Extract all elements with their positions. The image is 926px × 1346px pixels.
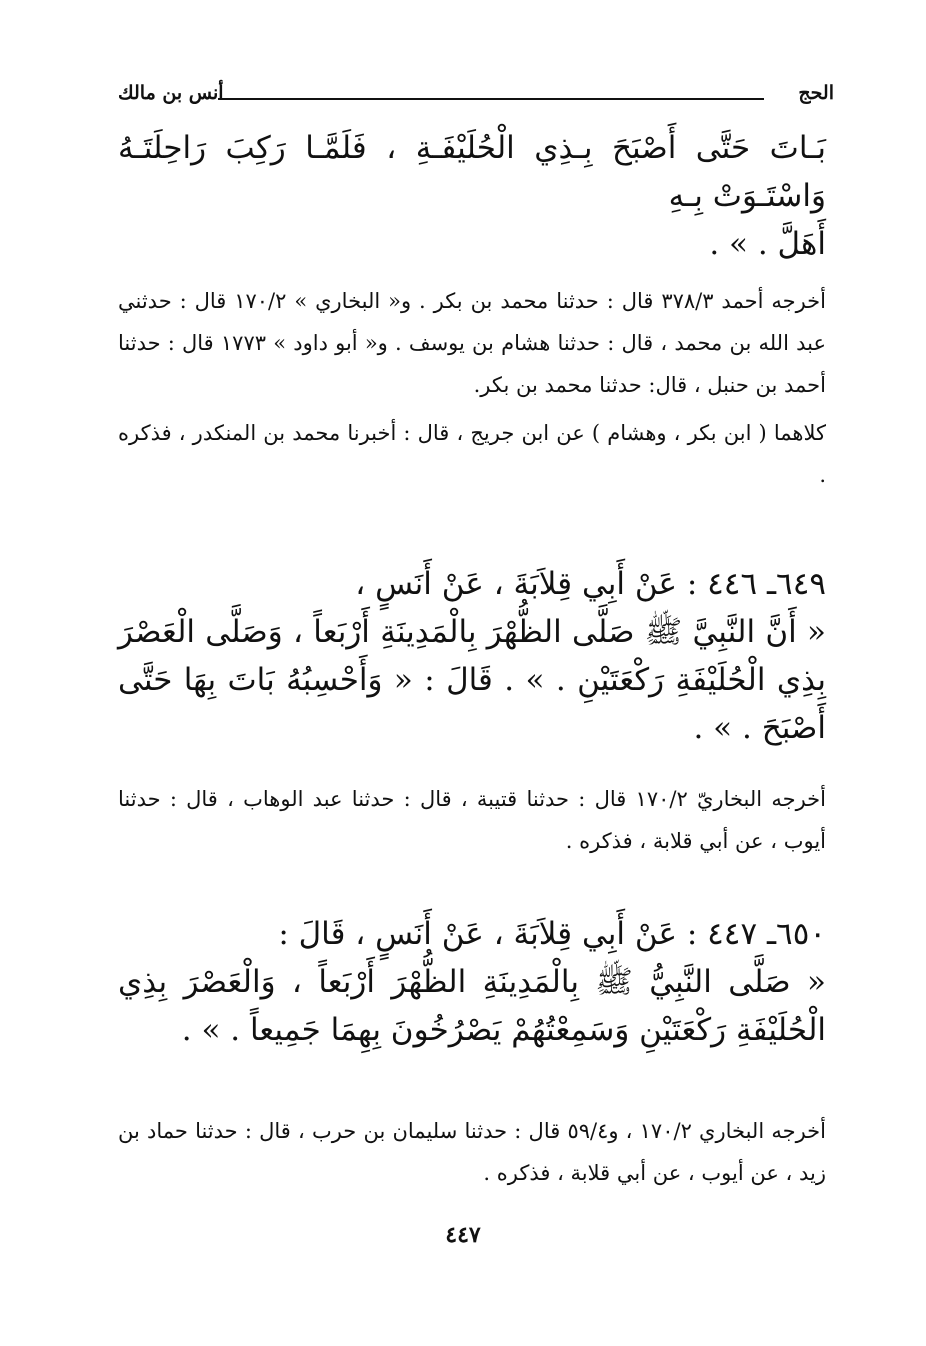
matn-line: أَهَلَّ . » . (709, 226, 826, 262)
takhrij-block (118, 280, 826, 496)
header-chapter: الحج (798, 82, 834, 104)
hadith-text: « أَنَّ النَّبِيَّ ﷺ صَلَّى الظُّهْرَ بِالْمَدِينَةِ أَرْبَعاً ، وَصَلَّى الْعَصْرَ بِذِي الْحُلَيْفَةِ رَكْعَتَيْنِ . » . قَالَ : « وَأَحْسِبُهُ بَاتَ بِهَا حَتَّى أَصْبَحَ . » . (118, 614, 826, 746)
takhrij-paragraph: أخرجه البخاريّ ١٧٠/٢ قال : حدثنا قتيبة ، قال : حدثنا عبد الوهاب ، قال : حدثنا أيوب ، عن أبي قلابة ، فذكره . (118, 787, 826, 853)
hadith-continuation (118, 124, 826, 268)
takhrij-paragraph: أخرجه أحمد ٣٧٨/٣ قال : حدثنا محمد بن بكر . و« البخاري » ١٧٠/٢ قال : حدثني عبد الله بن محمد ، قال : حدثنا هشام بن يوسف . و« أبو داود » ١٧٧٣ قال : حدثنا أحمد بن حنبل ، قال: حدثنا محمد بن بكر. (118, 289, 826, 397)
matn-line: بَـاتَ حَتَّى أَصْبَحَ بِـذِي الْحُلَيْفَـةِ ، فَلَمَّـا رَكِبَ رَاحِلَتَـهُ وَاسْتَـوَتْ بِـهِ (118, 130, 826, 214)
page-number: ٤٤٧ (445, 1222, 481, 1248)
hadith-text: « صَلَّى النَّبِيُّ ﷺ بِالْمَدِينَةِ الظُّهْرَ أَرْبَعاً ، وَالْعَصْرَ بِذِي الْحُلَيْفَةِ رَكْعَتَيْنِ وَسَمِعْتُهُمْ يَصْرُخُونَ بِهِمَا جَمِيعاً . » . (118, 964, 826, 1048)
hadith-heading: ٦٤٩ـ ٤٤٦ : عَنْ أَبِي قِلاَبَةَ ، عَنْ أَنَسٍ ، (355, 566, 826, 602)
hadith-650 (118, 910, 826, 1054)
takhrij-paragraph: أخرجه البخاري ١٧٠/٢ ، و٥٩/٤ قال : حدثنا سليمان بن حرب ، قال : حدثنا حماد بن زيد ، عن أيوب ، عن أبي قلابة ، فذكره . (118, 1119, 826, 1185)
header-rule (218, 98, 764, 100)
running-header (118, 82, 834, 110)
hadith-heading: ٦٥٠ـ ٤٤٧ : عَنْ أَبِي قِلاَبَةَ ، عَنْ أَنَسٍ ، قَالَ : (278, 916, 826, 952)
hadith-649 (118, 560, 826, 752)
takhrij-block (118, 778, 826, 862)
takhrij-block (118, 1110, 826, 1194)
header-narrator: أنس بن مالك (118, 82, 224, 104)
takhrij-paragraph: كلاهما ( ابن بكر ، وهشام ) عن ابن جريج ، قال : أخبرنا محمد بن المنكدر ، فذكره . (118, 421, 826, 487)
